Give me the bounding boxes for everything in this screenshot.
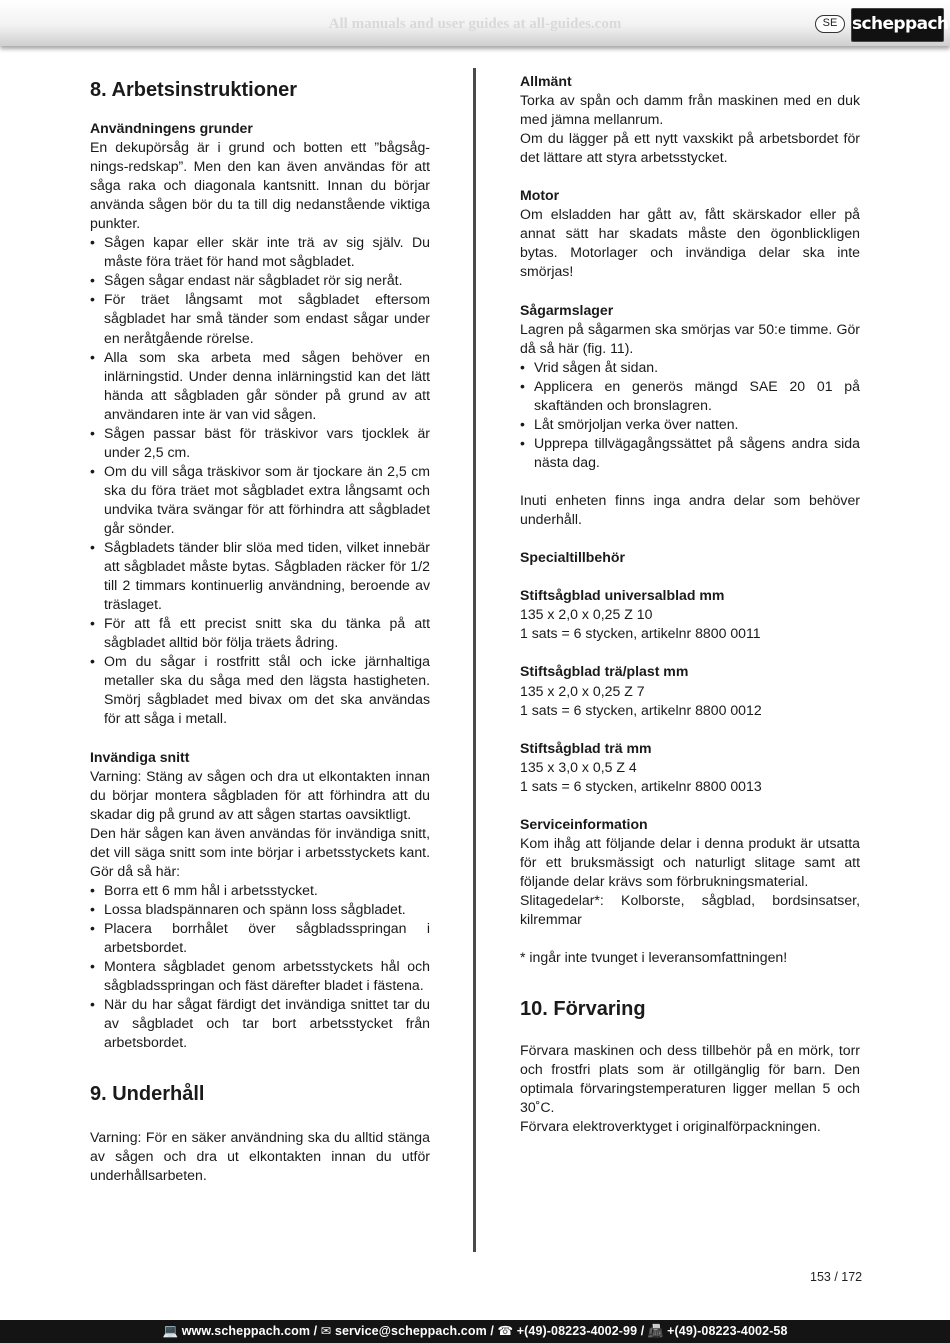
list-item: • Applicera en generös mängd SAE 20 01 på skaftänden och bronslagren. — [520, 377, 860, 415]
storage-text-2: Förvara elektroverktyget i originalförpackningen. — [520, 1118, 821, 1135]
list-item: • Montera sågbladet genom arbetsstyckets hål och sågbladsspringan och fäst därefter bladet i fästena. — [90, 957, 430, 995]
storage-text-1: Förvara maskinen och dess tillbehör på en mörk, torr och frostfri plats som är otillgänglig för barn. Den optimala förvaringstemperaturen ligger mellan 5 och 30˚C. — [520, 1042, 860, 1116]
blade-3-heading: Stiftsågblad trä mm — [520, 739, 652, 756]
list-item: • Upprepa tillvägagångssättet på sågens andra sida nästa dag. — [520, 434, 860, 472]
service-text: Kom ihåg att följande delar i denna produkt är utsatta för ett bruksmässigt och naturligt slitage samt att följande delar krävs som förbrukningsmaterial. — [520, 834, 860, 889]
list-item: • Sågen sågar endast när sågbladet rör sig neråt. — [90, 271, 430, 290]
bearing-heading: Sågarmslager — [520, 301, 614, 318]
inner-cuts-text: Den här sågen kan även användas för invändiga snitt, det vill säga snitt som inte börjar i arbetsstyckets kant. Gör då så här: — [90, 824, 430, 879]
list-item: • Placera borrhålet över sågbladsspringan i arbetsbordet. — [90, 919, 430, 957]
list-item: • För träet långsamt mot sågbladet eftersom sågbladet har små tänder som endast sågar under en neråtgående rörelse. — [90, 290, 430, 347]
blade-2-heading: Stiftsågblad trä/plast mm — [520, 663, 689, 680]
left-column — [90, 72, 430, 1185]
section-9-title: 9. Underhåll — [90, 1083, 205, 1106]
inner-cuts-heading: Invändiga snitt — [90, 748, 190, 765]
footer-bar — [0, 1320, 950, 1343]
wear-parts: Slitagedelar*: Kolborste, sågblad, bordsinsatser, kilremmar — [520, 892, 860, 928]
blade-3-set: 1 sats = 6 stycken, artikelnr 8800 0013 — [520, 777, 762, 794]
language-badge: SE — [815, 15, 845, 33]
basics-intro: En dekupörsåg är i grund och botten ett ”bågsåg-nings-redskap”. Men den kan även användas för att såga raka och diagonala kantsnitt. Innan du börjar använda sågen bör du ta till dig nedanstående viktiga punkter. — [90, 139, 430, 232]
blade-2-set: 1 sats = 6 stycken, artikelnr 8800 0012 — [520, 701, 762, 718]
basics-heading: Användningens grunder — [90, 120, 253, 136]
general-heading: Allmänt — [520, 73, 572, 89]
blade-3-spec: 135 x 3,0 x 0,5 Z 4 — [520, 758, 637, 775]
inner-cuts-warning: Varning: Stäng av sågen och dra ut elkontakten innan du börjar montera sågbladen för att förhindra att du skadar dig på grund av att sågen startas oavsiktligt. — [90, 767, 430, 822]
general-text-2: Om du lägger på ett nytt vaxskikt på arbetsbordet för det lättare att styra arbetsstycket. — [520, 130, 860, 166]
footer-contact: 💻 www.scheppach.com / ✉ service@scheppach.com / ☎ +(49)-08223-4002-99 / 📠 +(49)-08223-4002-58 — [162, 1324, 788, 1338]
list-item: • Låt smörjoljan verka över natten. — [520, 415, 860, 434]
list-item: • När du har sågat färdigt det invändiga snittet tar du av sågbladet och tar bort arbetsstycket från arbetsbordet. — [90, 995, 430, 1052]
list-item: • Vrid sågen åt sidan. — [520, 358, 860, 377]
service-heading: Serviceinformation — [520, 815, 648, 832]
header-bar — [0, 0, 950, 46]
brand-logo: scheppach — [851, 8, 944, 42]
section-8-title: 8. Arbetsinstruktioner — [90, 79, 298, 101]
inner-cuts-list — [90, 881, 430, 1052]
motor-heading: Motor — [520, 187, 560, 204]
list-item: • Borra ett 6 mm hål i arbetsstycket. — [90, 881, 430, 900]
column-divider — [473, 68, 476, 1252]
bearing-list — [520, 358, 860, 472]
list-item: • Alla som ska arbeta med sågen behöver en inlärningstid. Under denna inlärningstid kan det lätt hända att sågbladen går sönder på grund av att användaren inte är van vid sågen. — [90, 348, 430, 424]
blade-1-spec: 135 x 2,0 x 0,25 Z 10 — [520, 606, 653, 623]
list-item: • Om du sågar i rostfritt stål och icke järnhaltiga metaller ska du såga med den lägsta hastigheten. Smörj sågbladet med bivax om det ska användas för att såga i metall. — [90, 652, 430, 728]
page-number: 153 / 172 — [810, 1270, 863, 1284]
blade-2-spec: 135 x 2,0 x 0,25 Z 7 — [520, 682, 645, 699]
list-item: • Sågen passar bäst för träskivor vars tjocklek är under 2,5 cm. — [90, 424, 430, 462]
no-parts-text: Inuti enheten finns inga andra delar som behöver underhåll. — [520, 492, 860, 528]
general-text-1: Torka av spån och damm från maskinen med en duk med jämna mellanrum. — [520, 92, 860, 128]
list-item: • Lossa bladspännaren och spänn loss sågbladet. — [90, 900, 430, 919]
footnote: * ingår inte tvunget i leveransomfattningen! — [520, 949, 788, 966]
basics-list — [90, 233, 430, 728]
list-item: • Sågbladets tänder blir slöa med tiden, vilket innebär att sågbladet måste bytas. Sågbladen räcker för 1/2 till 2 timmars kontinuerlig användning, beroende av träslaget. — [90, 538, 430, 614]
accessories-heading: Specialtillbehör — [520, 549, 625, 566]
section-10-title: 10. Förvaring — [520, 998, 646, 1021]
list-item: • Sågen kapar eller skär inte trä av sig själv. Du måste föra träet för hand mot sågbladet. — [90, 233, 430, 271]
list-item: • Om du vill såga träskivor som är tjockare än 2,5 cm ska du föra träet mot sågbladet extra långsamt och undvika tvära svängar för att förhindra att sågbladet går sönder. — [90, 462, 430, 538]
bearing-text: Lagren på sågarmen ska smörjas var 50:e timme. Gör då så här (fig. 11). — [520, 320, 860, 356]
watermark: All manuals and user guides at all-guides.com — [328, 16, 622, 32]
maintenance-warning: Varning: För en säker användning ska du alltid stänga av sågen och dra ut elkontakten innan du utför underhållsarbeten. — [90, 1129, 430, 1184]
blade-1-set: 1 sats = 6 stycken, artikelnr 8800 0011 — [520, 625, 761, 642]
list-item: • För att få ett precist snitt ska du tänka på att sågbladet alltid bör följa träets ådring. — [90, 614, 430, 652]
right-column — [520, 72, 860, 1136]
blade-1-heading: Stiftsågblad universalblad mm — [520, 587, 725, 604]
motor-text: Om elsladden har gått av, fått skärskador eller på annat sätt har skadats måste den ögonblickligen bytas. Motorlager och invändiga delar ska inte smörjas! — [520, 206, 860, 280]
